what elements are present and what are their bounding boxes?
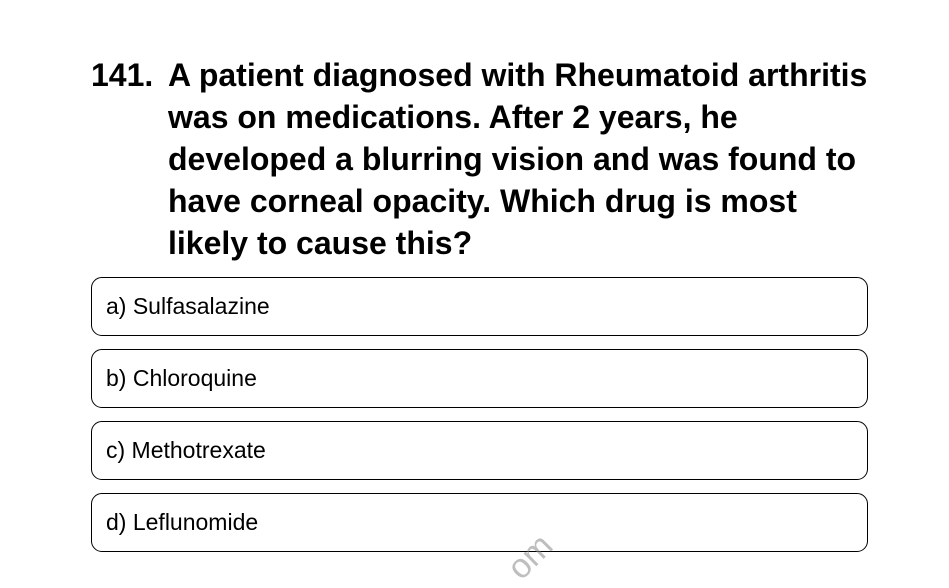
option-d-label: d) Leflunomide <box>106 509 259 535</box>
watermark-text: om <box>500 526 561 587</box>
question-text: A patient diagnosed with Rheumatoid arthritis was on medications. After 2 years, he developed a blurring vision and was found to have corneal opacity. Which drug is most likely to cause this? <box>168 57 868 261</box>
option-c[interactable] <box>91 421 868 480</box>
option-d[interactable] <box>91 493 868 552</box>
question-block <box>91 54 881 264</box>
option-a-label: a) Sulfasalazine <box>106 293 270 319</box>
question-number: 141. <box>91 57 154 93</box>
option-c-label: c) Methotrexate <box>106 437 266 463</box>
option-a[interactable] <box>91 277 868 336</box>
option-b[interactable] <box>91 349 868 408</box>
answer-options <box>91 277 868 552</box>
option-b-label: b) Chloroquine <box>106 365 257 391</box>
